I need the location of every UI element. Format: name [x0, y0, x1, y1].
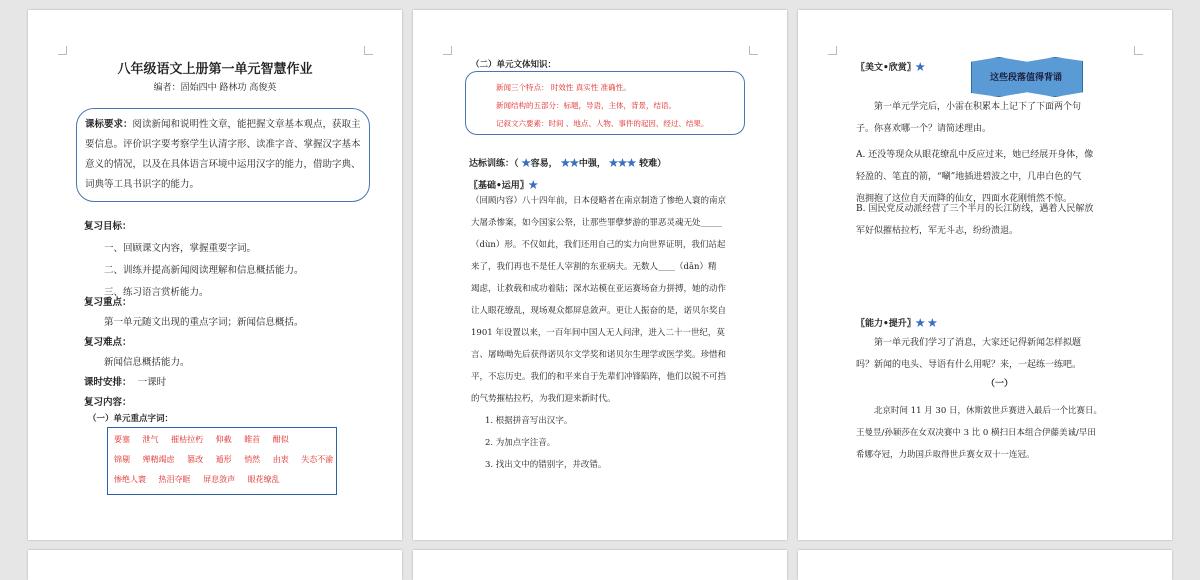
page-1: [28, 10, 402, 540]
crop-mark: [364, 46, 373, 55]
word: 酣似: [272, 435, 289, 444]
difficulty-text: 新闻信息概括能力。: [104, 357, 190, 368]
passage-line: 让人眼花缭乱，现场观众都屏息敛声。更让人振奋的是，诺贝尔奖自: [471, 306, 727, 316]
appreciation-heading: [856, 60, 925, 73]
words-row: [114, 474, 290, 485]
crop-mark: [749, 46, 758, 55]
word: 锦剔: [114, 455, 130, 464]
legend-hard: 较难）: [639, 159, 667, 169]
intro-text: [856, 96, 1140, 140]
option-b: [856, 198, 1140, 242]
word: 由衷: [272, 455, 289, 464]
legend-easy: 容易，: [530, 159, 558, 169]
question-item: 2. 为加点字注音。: [485, 438, 556, 448]
word: 失态不渝: [301, 455, 334, 464]
option-line: 军好似摧枯拉朽，军无斗志，纷纷溃退。: [856, 226, 1019, 236]
time-text: 一课时: [137, 377, 167, 388]
passage-line: （dùn）形。不仅如此，我们还用自己的实力向世界证明，我们站起: [471, 240, 726, 250]
ability-line: 吗？新闻的电头、导语有什么用呢？来，一起练一练吧。: [856, 360, 1082, 370]
page-6-partial: [798, 550, 1172, 580]
word: 惨绝人寰: [114, 475, 146, 484]
goal-item: 一、回顾课文内容，掌握重要字词。: [104, 243, 257, 254]
intro-line: 子。你喜欢哪一个？请简述理由。: [856, 124, 992, 134]
appreciation-label: 〖美文•欣赏〗: [856, 63, 916, 73]
word: 热泪夺眶: [158, 475, 191, 484]
curriculum-requirement-box: [76, 108, 370, 202]
question-item: 1. 根据拼音写出汉字。: [485, 416, 573, 426]
crop-mark: [1134, 46, 1143, 55]
passage-line: 的气势摧枯拉朽，为我们迎来新时代。: [471, 394, 616, 404]
news-line: 王曼昱/孙颖莎在女双决赛中 3 比 0 横扫日本组合伊藤美诚/早田: [856, 428, 1096, 438]
star-icon: ★: [528, 181, 538, 191]
word: 仰截: [215, 435, 232, 444]
option-line: 泡拥抱了这位自天而降的仙女，四面水花刚悄然不惊。: [856, 194, 1073, 204]
crop-mark: [443, 46, 452, 55]
crop-mark: [828, 46, 837, 55]
page-3: [798, 10, 1172, 540]
word: 摧枯拉朽: [171, 435, 204, 444]
passage-line: 大屠杀惨案，如今国家公祭，让那些罪孽梦游的罪恶灵魂无处_____: [471, 218, 722, 228]
section-2-heading: （二）单元文体知识：: [471, 60, 557, 70]
difficulty-label: 复习难点：: [84, 337, 132, 348]
req-text: 阅读新闻和说明性文章，能把握文章基本观点，获取主要信息。评价识字要考察学生认清字形、读准字音、掌握汉字基本意义的情况，以及在具体语言环境中运用汉字的能力，借助字典、词典等工具书识字的能力。: [85, 119, 361, 190]
news-features: 新闻三个特点： 时效性 真实性 准确性。: [496, 83, 631, 92]
page-2: [413, 10, 787, 540]
page-4-partial: [28, 550, 402, 580]
legend-label: 达标训练：（: [469, 159, 519, 169]
ability-heading: [856, 316, 937, 329]
document-title: 八年级语文上册第一单元智慧作业: [117, 62, 313, 77]
option-line: A. 还没等现众从眼花缭乱中反应过来，她已经展开身体，像: [856, 150, 1094, 160]
schedule-line: [84, 374, 166, 388]
crop-mark: [58, 46, 67, 55]
option-line: B. 国民党反动派经营了三个半月的长江防线，遇着人民解放: [856, 204, 1094, 214]
basic-label: 〖基础•运用〗: [469, 181, 529, 191]
legend-mid: 中强，: [578, 159, 606, 169]
passage-line: 言、屠呦呦先后获得诺贝尔文学奖和诺贝尔生理学或医学奖。珍惜和: [471, 350, 727, 360]
news-line: 北京时间 11 月 30 日，休斯敦世乒赛进入最后一个比赛日。: [874, 406, 1102, 416]
author-line: 编者：固始四中 路林功 高俊英: [153, 83, 277, 93]
question-item: 3. 找出文中的错别字，并改错。: [485, 460, 607, 470]
goal-item: 三、练习语言赏析能力。: [104, 287, 209, 298]
passage-line: 1901 年设置以来，一百年间中国人无人问津，进入二十一世纪，莫: [471, 328, 725, 338]
news-structure: 新闻结构的五部分：标题，导语，主体，背景，结语。: [496, 101, 676, 110]
ability-label: 〖能力•提升〗: [856, 319, 916, 329]
word: 睢首: [244, 435, 261, 444]
goal-label: 复习目标：: [84, 221, 132, 232]
word: 屏息敛声: [203, 475, 236, 484]
news-text: [856, 400, 1140, 466]
ability-line: 第一单元我们学习了消息，大家还记得新闻怎样拟题: [874, 338, 1082, 348]
difficulty-legend: [469, 156, 666, 169]
passage-line: 平，不忘历史。我们的和平来自于先辈们冲锋陷阵，他们以锐不可挡: [471, 372, 727, 382]
narrative-elements: 记叙文六要素：时间 、地点、人物、事件的起因、经过、结果。: [496, 119, 709, 128]
banner-text: 这些段落值得背诵: [989, 73, 1062, 83]
star-icon: ★: [521, 159, 531, 169]
time-label: 课时安排：: [84, 377, 132, 388]
word: 篡改: [187, 455, 204, 464]
star-icon: ★★★: [609, 159, 637, 169]
words-row: [114, 454, 333, 465]
key-words-box: [107, 427, 337, 495]
genre-knowledge-box: [465, 71, 745, 135]
part-one-label: （一）: [986, 379, 1014, 389]
word: 泄气: [142, 435, 159, 444]
word: 殚精竭虑: [142, 455, 175, 464]
star-icon: ★: [915, 63, 925, 73]
ability-text: [856, 332, 1140, 376]
page-5-partial: [413, 550, 787, 580]
intro-line: 第一单元学完后，小雷在积累本上记下了下面两个句: [874, 102, 1082, 112]
key-text: 第一单元随文出现的重点字词；新闻信息概括。: [104, 317, 304, 328]
key-label: 复习重点：: [84, 297, 132, 308]
words-row: [114, 434, 299, 445]
word: 遁形: [215, 455, 232, 464]
passage-line: 竭虑，让救载和成功着陆；深水站模在亚运赛场奋力拼搏，她的动作: [471, 284, 727, 294]
word: 要塞: [114, 435, 130, 444]
passage-line: 来了，我们再也不是任人宰割的东亚病夫。无数人____（dān）精: [471, 262, 717, 272]
passage: [471, 190, 749, 410]
word: 悄然: [244, 455, 261, 464]
req-label: 课标要求：: [85, 119, 133, 130]
news-line: 希娜夺冠，力助国乒取得世乒赛女双十一连冠。: [856, 450, 1035, 460]
goal-item: 二、训练并提高新闻阅读理解和信息概括能力。: [104, 265, 304, 276]
section-1-title: （一）单元重点字词：: [88, 414, 174, 424]
content-label: 复习内容：: [84, 397, 132, 408]
option-line: 轻盈的、笔直的箭，“唰”地插进碧波之中，几串白色的气: [856, 172, 1082, 182]
star-icon: ★ ★: [915, 319, 937, 329]
passage-line: （回顾内容）八十四年前，日本侵略者在南京制造了惨绝人寰的南京: [471, 196, 727, 206]
word: 眼花缭乱: [247, 475, 280, 484]
star-icon: ★★: [560, 159, 579, 169]
